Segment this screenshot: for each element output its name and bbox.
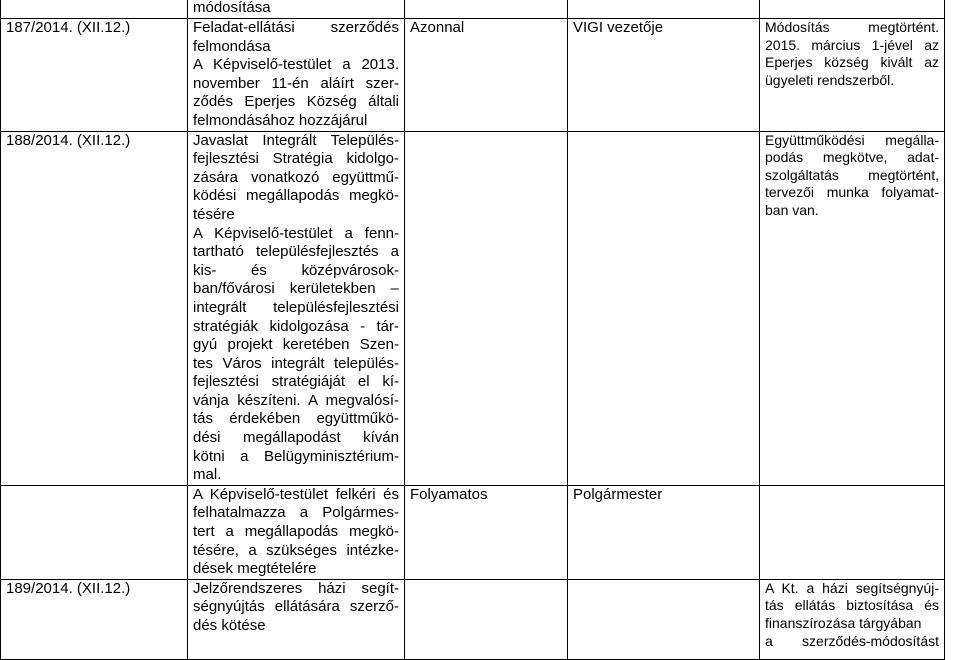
responsible-cell xyxy=(568,579,760,659)
resolution-number-cell xyxy=(1,0,188,19)
deadline-cell: Azonnal xyxy=(405,19,568,132)
table-row xyxy=(1,579,945,659)
responsible-cell: Polgármester xyxy=(568,485,760,579)
subject-cell: Javaslat Integrált Település- fejlesztési Stratégia kidolgo- zására vonatkozó együttmű- ködési megállapodás megkö- tésére A Képviselő-testület a fenn- tartható településfejlesztés a kis- és középvárosok- ban/fővárosi kerületekben – integrált településfejlesztési stratégiák kidolgozása - tár- gyú projekt keretében Szen- tes Város integrált település- fejlesztési stratégiáját el kí- vánja készíteni. A megvalósí- tás érdekében együttműkö- dési megállapodást kíván kötni a Belügyminisztérium- mal. xyxy=(188,131,405,485)
resolution-number-cell xyxy=(1,485,188,579)
subject-cell: Jelzőrendszeres házi segít- ségnyújtás ellátására szerző- dés kötése xyxy=(188,579,405,659)
resolution-number-cell: 187/2014. (XII.12.) xyxy=(1,19,188,132)
table-row xyxy=(1,131,945,485)
status-cell: Együttműködési megálla- podás megkötve, adat- szolgáltatás megtörtént, tervezői munka folyamat- ban van. xyxy=(760,131,945,485)
resolution-number-cell: 189/2014. (XII.12.) xyxy=(1,579,188,659)
status-cell xyxy=(760,485,945,579)
table-row xyxy=(1,485,945,579)
subject-cell: módosítása xyxy=(188,0,405,19)
deadline-cell: Folyamatos xyxy=(405,485,568,579)
responsible-cell xyxy=(568,0,760,19)
status-cell: A Kt. a házi segítségnyúj- tás ellátás biztosítása és finanszírozása tárgyában a szerződés-módosítást xyxy=(760,579,945,659)
subject-cell: A Képviselő-testület felkéri és felhatalmazza a Polgármes- tert a megállapodás megkö- tésére, a szükséges intézke- dések megtételére xyxy=(188,485,405,579)
table-row xyxy=(1,0,945,19)
responsible-cell: VIGI vezetője xyxy=(568,19,760,132)
status-cell: Módosítás megtörtént. 2015. március 1-jével az Eperjes község kivált az ügyeleti rendszerből. xyxy=(760,19,945,132)
table-row xyxy=(1,19,945,132)
status-cell xyxy=(760,0,945,19)
resolution-number-cell: 188/2014. (XII.12.) xyxy=(1,131,188,485)
deadline-cell xyxy=(405,0,568,19)
responsible-cell xyxy=(568,131,760,485)
subject-cell: Feladat-ellátási szerződés felmondása A Képviselő-testület a 2013. november 11-én aláírt szer- ződés Eperjes Község általi felmondásához hozzájárul xyxy=(188,19,405,132)
deadline-cell xyxy=(405,131,568,485)
deadline-cell xyxy=(405,579,568,659)
